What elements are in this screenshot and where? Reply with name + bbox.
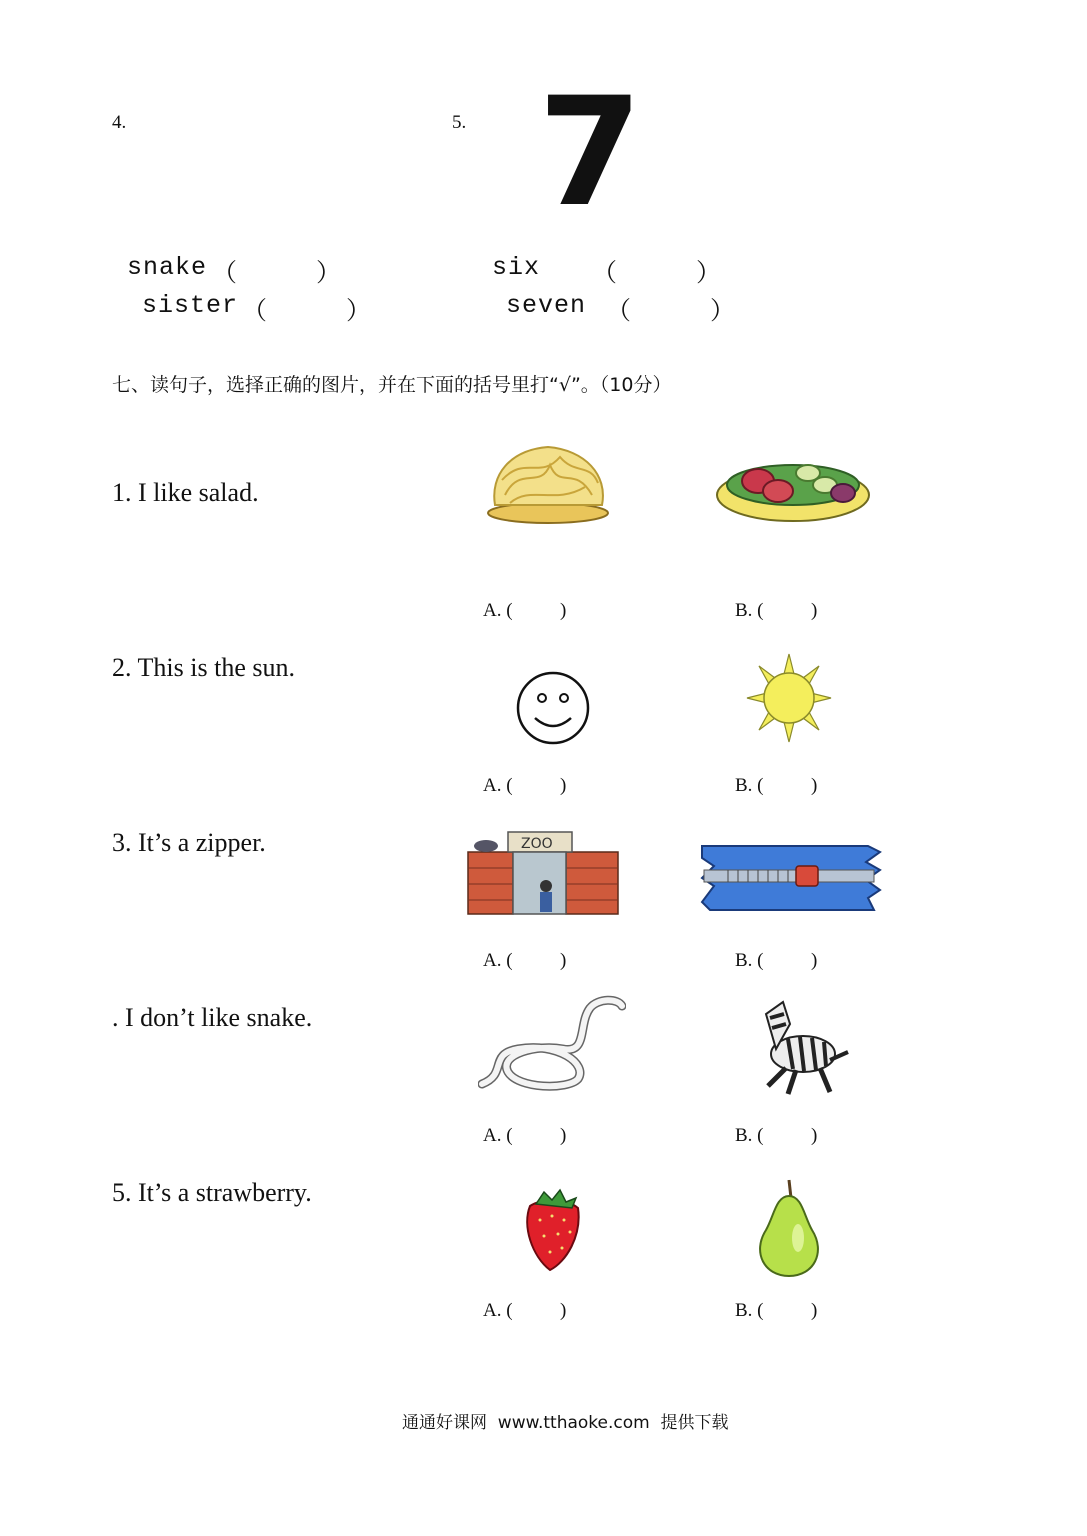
noodles-picture — [480, 435, 615, 530]
option-3b[interactable]: B. ( ) — [735, 950, 818, 971]
part7-instruction: 七、读句子，选择正确的图片，并在下面的括号里打“√”。（10分） — [112, 374, 672, 396]
option-1a[interactable]: A. ( ) — [483, 600, 567, 621]
option-1b[interactable]: B. ( ) — [735, 600, 818, 621]
word-sister: sister — [142, 291, 239, 320]
pear-picture — [748, 1176, 830, 1278]
sentence-3: 3. It’s a zipper. — [112, 828, 266, 857]
sentence-1: 1. I like salad. — [112, 478, 259, 507]
question-5-label: 5. — [452, 112, 467, 133]
word-six: six — [492, 253, 541, 282]
option-3a[interactable]: A. ( ) — [483, 950, 567, 971]
word-seven: seven — [506, 291, 587, 320]
zoo-picture — [466, 824, 621, 924]
option-2a[interactable]: A. ( ) — [483, 775, 567, 796]
question-4-label: 4. — [112, 112, 127, 133]
footer-text: 通通好课网 www.tthaoke.com 提供下载 — [402, 1413, 729, 1433]
zipper-picture — [698, 840, 883, 918]
sentence-5: 5. It’s a strawberry. — [112, 1178, 312, 1207]
blank-snake[interactable]: （ ） — [212, 260, 343, 289]
salad-picture — [713, 443, 873, 528]
snake-picture — [478, 994, 626, 1092]
option-2b[interactable]: B. ( ) — [735, 775, 818, 796]
strawberry-picture — [522, 1186, 584, 1274]
word-snake: snake — [127, 253, 208, 282]
sentence-2: 2. This is the sun. — [112, 653, 295, 682]
svg-text:ZOO: ZOO — [521, 836, 553, 852]
sentence-4: . I don’t like snake. — [112, 1003, 313, 1032]
blank-seven[interactable]: （ ） — [606, 298, 737, 327]
blank-sister[interactable]: （ ） — [242, 298, 373, 327]
smiley-face-picture — [513, 668, 593, 748]
blank-six[interactable]: （ ） — [592, 260, 723, 289]
zebra-picture — [738, 994, 853, 1099]
sun-picture — [745, 652, 833, 744]
number-seven-picture: 7 — [538, 66, 643, 240]
option-4a[interactable]: A. ( ) — [483, 1125, 567, 1146]
option-5b[interactable]: B. ( ) — [735, 1300, 818, 1321]
option-4b[interactable]: B. ( ) — [735, 1125, 818, 1146]
option-5a[interactable]: A. ( ) — [483, 1300, 567, 1321]
